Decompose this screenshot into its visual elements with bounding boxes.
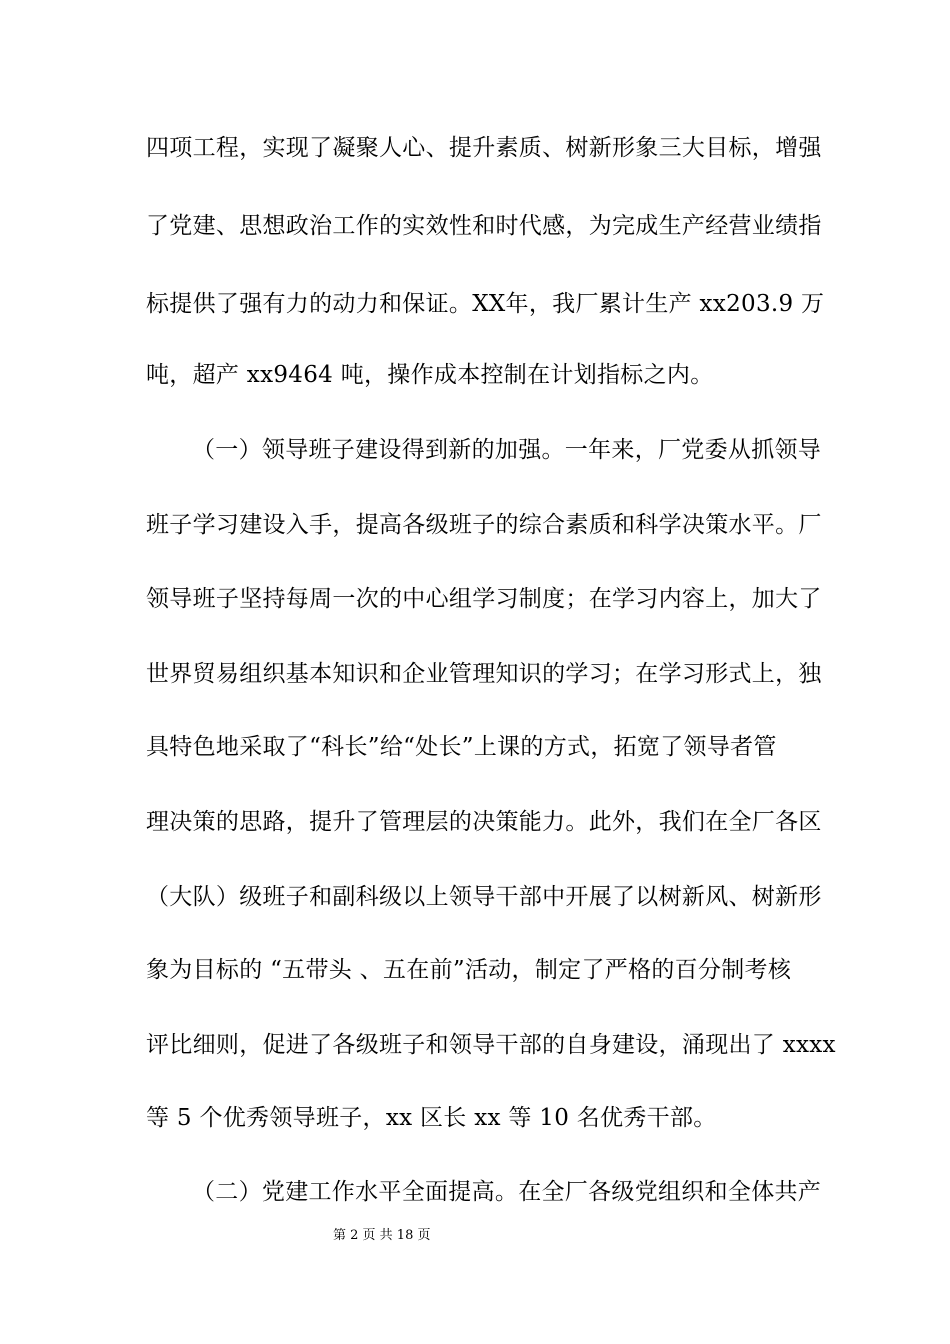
body-text-line: 具特色地采取了“科长”给“处长”上课的方式，拓宽了领导者管: [146, 734, 777, 760]
body-text-line: 理决策的思路，提升了管理层的决策能力。此外，我们在全厂各区: [146, 809, 822, 835]
body-text-line: 等 5 个优秀领导班子，xx 区长 xx 等 10 名优秀干部。: [146, 1105, 717, 1131]
body-text-line: 标提供了强有力的动力和保证。XX年，我厂累计生产 xx203.9 万: [146, 291, 825, 317]
page-footer: [0, 1226, 950, 1246]
body-text-line: 评比细则，促进了各级班子和领导干部的自身建设，涌现出了 xxxx: [146, 1032, 836, 1058]
body-text-line: （大队）级班子和副科级以上领导干部中开展了以树新风、树新形: [146, 884, 822, 910]
body-text-line: 象为目标的 “五带头 、五在前”活动，制定了严格的百分制考核: [146, 957, 792, 983]
paragraph-heading-line: （一）领导班子建设得到新的加强。一年来，厂党委从抓领导: [192, 437, 822, 463]
body-text-line: 吨，超产 xx9464 吨，操作成本控制在计划指标之内。: [146, 362, 714, 388]
page-number-label: 第 2 页 共 18 页: [333, 1228, 431, 1243]
body-text-line: 四项工程，实现了凝聚人心、提升素质、树新形象三大目标，增强: [146, 135, 822, 161]
body-text-line: 了党建、思想政治工作的实效性和时代感，为完成生产经营业绩指: [146, 213, 822, 239]
body-text-line: 领导班子坚持每周一次的中心组学习制度；在学习内容上，加大了: [146, 586, 822, 612]
body-text-line: 班子学习建设入手，提高各级班子的综合素质和科学决策水平。厂: [146, 512, 822, 538]
paragraph-heading-line: （二）党建工作水平全面提高。在全厂各级党组织和全体共产: [192, 1179, 822, 1205]
body-text-line: 世界贸易组织基本知识和企业管理知识的学习；在学习形式上，独: [146, 661, 822, 687]
